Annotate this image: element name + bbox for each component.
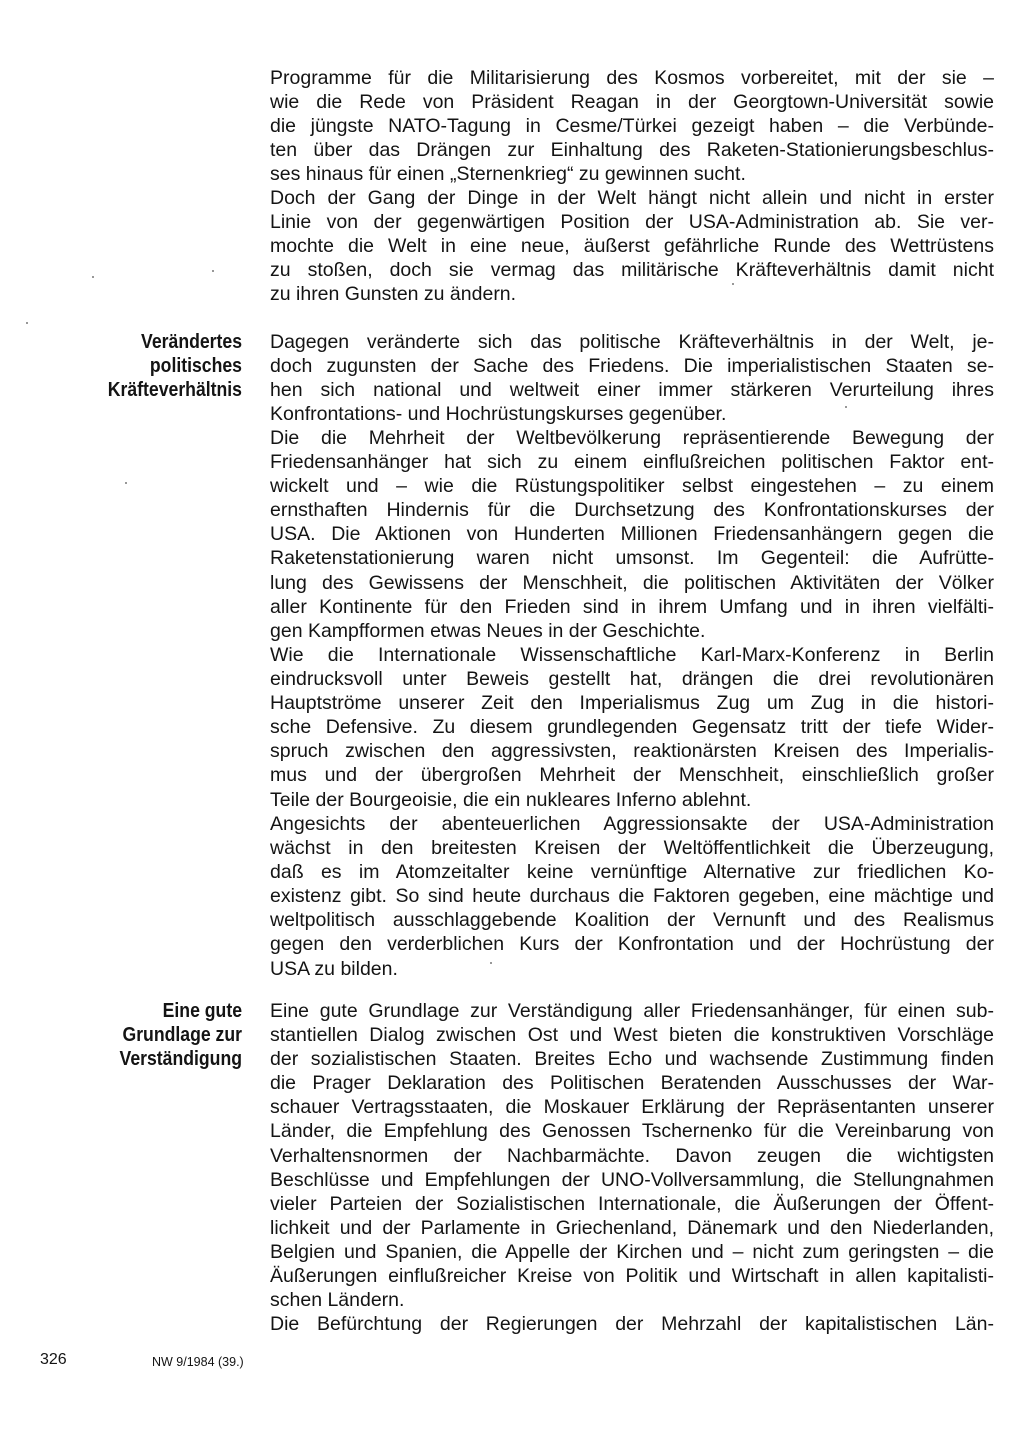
text-line: Konfrontations- und Hochrüstungskurses gegenüber. [270,403,727,426]
paragraph [270,330,994,426]
side-heading: Eine gute Grundlage zur Verständigung [119,999,242,1070]
text-line: Beschlüsse und Empfehlungen der UNO-Vollversammlung, die Stellungnahmen [270,1168,994,1191]
scan-speck [125,482,127,484]
text-line: zu stoßen, doch sie vermag das militärische Kräfteverhältnis damit nicht [270,259,994,282]
text-line: weltpolitisch ausschlaggebende Koalition der Vernunft und des Realismus [270,909,994,932]
text-line: eindrucksvoll unter Beweis gestellt hat, drängen die drei revolutionären [270,668,994,691]
text-line: gegen den verderblichen Kurs der Konfrontation und der Hochrüstung der [270,933,994,956]
text-line: wickelt und – wie die Rüstungspolitiker selbst eingestehen – zu einem [270,475,994,498]
text-line: Teile der Bourgeoisie, die ein nukleares Inferno ablehnt. [270,788,752,811]
text-line: spruch zwischen den aggressivsten, reaktionärsten Kreisen des Imperialis- [270,740,994,763]
paragraph [270,643,994,812]
text-line: der sozialistischen Staaten. Breites Echo und wachsende Zustimmung finden [270,1048,994,1071]
scan-speck [845,406,847,408]
text-line: Verhaltensnormen der Nachbarmächte. Davon zeugen die wichtigsten [270,1144,994,1167]
text-line: daß es im Atomzeitalter keine vernünftige Alternative zur friedlichen Ko- [270,861,994,884]
text-line: Wie die Internationale Wissenschaftliche Karl-Marx-Konferenz in Berlin [270,644,994,666]
text-line: stantiellen Dialog zwischen Ost und West bieten die konstruktiven Vorschläge [270,1024,994,1047]
text-line: Linie von der gegenwärtigen Position der USA-Administration ab. Sie ver- [270,211,994,234]
text-line: Länder, die Empfehlung des Genossen Tschernenko für die Vereinbarung von [270,1120,994,1143]
scan-speck [490,962,492,964]
text-line: lung des Gewissens der Menschheit, die politischen Aktivitäten der Völker [270,571,994,594]
text-line: Die Befürchtung der Regierungen der Mehrzahl der kapitalistischen Län- [270,1313,994,1335]
paragraph [270,186,994,306]
text-line: Äußerungen einflußreicher Kreise von Politik und Wirtschaft in allen kapitalisti- [270,1265,994,1288]
text-line: existenz gibt. So sind heute durchaus die Faktoren gegeben, eine mächtige und [270,885,994,908]
text-line: Die die Mehrheit der Weltbevölkerung repräsentierende Bewegung der [270,427,994,449]
paragraph [270,999,994,1312]
text-line: zu ihren Gunsten zu ändern. [270,283,517,306]
text-line: hen sich national und weltweit einer immer stärkeren Verurteilung ihres [270,379,994,402]
text-line: Friedensanhänger hat sich zu einem einflußreichen politischen Faktor ent- [270,451,994,474]
text-line: ten über das Drängen zur Einhaltung des Raketen-Stationierungsbeschlus- [270,139,994,162]
paragraph [270,1312,994,1336]
scan-speck [26,322,28,324]
issue-reference: NW 9/1984 (39.) [152,1355,244,1369]
paragraph [270,426,994,643]
text-line: gen Kampfformen etwas Neues in der Geschichte. [270,619,706,642]
text-line: ernsthaften Hindernis für die Durchsetzung des Konfrontationskurses der [270,499,994,522]
text-line: schen Ländern. [270,1289,405,1312]
text-line: die Prager Deklaration des Politischen Beratenden Ausschusses der War- [270,1072,994,1095]
text-line: lichkeit und der Parlamente in Griechenland, Dänemark und den Niederlanden, [270,1216,994,1239]
text-line: Raketenstationierung waren nicht umsonst. Im Gegenteil: die Aufrütte- [270,547,994,570]
text-line: USA. Die Aktionen von Hunderten Millionen Friedensanhängern gegen die [270,523,994,546]
text-line: sche Defensive. Zu diesem grundlegenden Gegensatz tritt der tiefe Wider- [270,716,994,739]
scan-speck [92,276,94,278]
text-line: Hauptströme unserer Zeit den Imperialismus Zug um Zug in die histori- [270,692,994,715]
text-line: Eine gute Grundlage zur Verständigung aller Friedensanhänger, für einen sub- [270,1000,994,1022]
text-line: aller Kontinente für den Frieden sind in ihrem Umfang und in ihren vielfälti- [270,595,994,618]
text-line: Angesichts der abenteuerlichen Aggressionsakte der USA-Administration [270,813,994,835]
text-line: Belgien und Spanien, die Appelle der Kirchen und – nicht zum geringsten – die [270,1240,994,1263]
paragraph [270,66,994,186]
scan-speck [212,270,214,272]
text-line: Doch der Gang der Dinge in der Welt hängt nicht allein und nicht in erster [270,187,994,209]
text-line: wie die Rede von Präsident Reagan in der Georgtown-Universität sowie [270,91,994,114]
text-line: doch zugunsten der Sache des Friedens. Die imperialistischen Staaten se- [270,355,994,378]
text-line: die jüngste NATO-Tagung in Cesme/Türkei gezeigt haben – die Verbünde- [270,115,994,138]
text-line: USA zu bilden. [270,957,398,980]
paragraph [270,812,994,981]
text-line: Dagegen veränderte sich das politische Kräfteverhältnis in der Welt, je- [270,331,994,353]
text-line: Programme für die Militarisierung des Kosmos vorbereitet, mit der sie – [270,67,994,89]
text-line: mus und der übergroßen Mehrheit der Menschheit, einschließlich großer [270,764,994,787]
text-line: schauer Vertragsstaaten, die Moskauer Erklärung der Repräsentanten unserer [270,1096,994,1119]
text-line: mochte die Welt in eine neue, äußerst gefährliche Runde des Wettrüstens [270,235,994,258]
text-line: ses hinaus für einen „Sternenkrieg“ zu gewinnen sucht. [270,163,746,186]
side-heading: Verändertes politisches Kräfteverhältnis [107,330,242,401]
text-line: wächst in den breitesten Kreisen der Weltöffentlichkeit die Überzeugung, [270,837,994,860]
page-number: 326 [40,1351,67,1368]
text-line: vieler Parteien der Sozialistischen Internationale, die Äußerungen der Öffent- [270,1192,994,1215]
scan-speck [732,283,734,285]
